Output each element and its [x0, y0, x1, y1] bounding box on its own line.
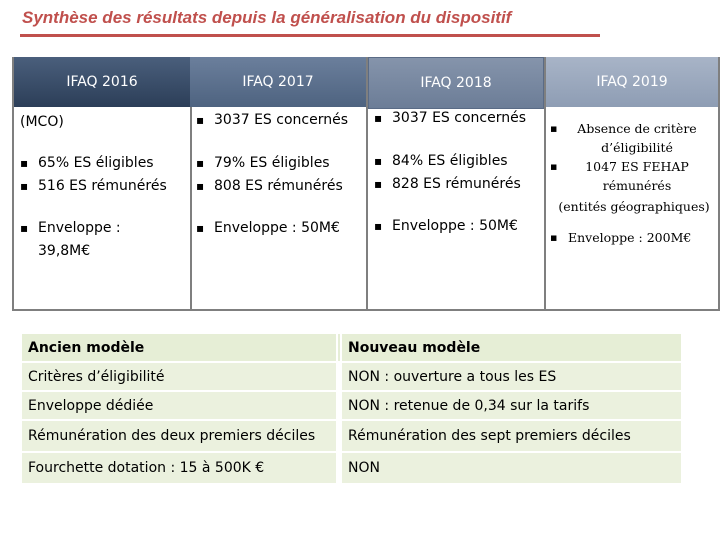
list-item: ▪ 808 ES rémunérés — [192, 175, 343, 198]
list-2017-eligibility — [192, 152, 343, 198]
column-ifaq-2018 — [368, 57, 546, 311]
table-cell: Fourchette dotation : 15 à 500K € — [21, 452, 337, 484]
list-2018-envelope — [370, 215, 518, 238]
list-2016-envelope — [16, 217, 166, 263]
list-item: ▪ Enveloppe : 39,8M€ — [16, 217, 166, 263]
cell-2016-scope: (MCO) — [20, 114, 64, 130]
column-header-2018: IFAQ 2018 — [368, 57, 544, 109]
table-cell: NON : retenue de 0,34 sur la tarifs — [341, 391, 682, 420]
list-2017-envelope — [192, 217, 340, 240]
column-header-2019: IFAQ 2019 — [546, 57, 718, 107]
table-cell: Critères d’éligibilité — [21, 362, 337, 391]
list-item: ▪ 1047 ES FEHAP rémunérés — [546, 157, 706, 195]
title-underline — [20, 34, 600, 37]
list-item: ▪ 79% ES éligibles — [192, 152, 343, 175]
list-item: ▪ 828 ES rémunérés — [370, 173, 521, 196]
table-cell: Rémunération des deux premiers déciles — [21, 420, 337, 452]
column-ifaq-2016 — [12, 57, 192, 311]
table-cell: NON : ouverture a tous les ES — [341, 362, 682, 391]
cell-2019-note: (entités géographiques) — [558, 199, 710, 214]
list-item: ▪ Enveloppe : 200M€ — [546, 228, 691, 247]
list-item: ▪ Enveloppe : 50M€ — [192, 217, 340, 240]
list-item: ▪ Enveloppe : 50M€ — [370, 215, 518, 238]
list-2017-scope — [192, 109, 348, 132]
table-row — [21, 362, 682, 391]
table-row — [21, 452, 682, 484]
table-header-cell: Nouveau modèle — [341, 333, 682, 362]
table-cell: NON — [341, 452, 682, 484]
column-ifaq-2017 — [190, 57, 368, 311]
list-item: ▪ 65% ES éligibles — [16, 152, 167, 175]
list-2019-criteria — [546, 119, 706, 195]
list-2019-envelope — [546, 228, 691, 247]
column-header-2016: IFAQ 2016 — [14, 57, 190, 107]
column-header-2017: IFAQ 2017 — [190, 57, 366, 107]
list-item: ▪ 516 ES rémunérés — [16, 175, 167, 198]
table-cell: Enveloppe dédiée — [21, 391, 337, 420]
column-ifaq-2019 — [546, 57, 720, 311]
table-row — [21, 420, 682, 452]
table-cell: Rémunération des sept premiers déciles — [341, 420, 682, 452]
table-header-cell: Ancien modèle — [21, 333, 337, 362]
comparison-table — [20, 332, 683, 485]
table-row — [21, 391, 682, 420]
table-header-row — [21, 333, 682, 362]
list-2016-eligibility — [16, 152, 167, 198]
page-title: Synthèse des résultats depuis la généralisation du dispositif — [22, 8, 512, 27]
list-item: ▪ 3037 ES concernés — [192, 109, 348, 132]
list-item: ▪ 3037 ES concernés — [370, 107, 526, 130]
list-2018-scope — [370, 107, 526, 130]
list-item: ▪ Absence de critère d’éligibilité — [546, 119, 706, 157]
list-item: ▪ 84% ES éligibles — [370, 150, 521, 173]
list-2018-eligibility — [370, 150, 521, 196]
